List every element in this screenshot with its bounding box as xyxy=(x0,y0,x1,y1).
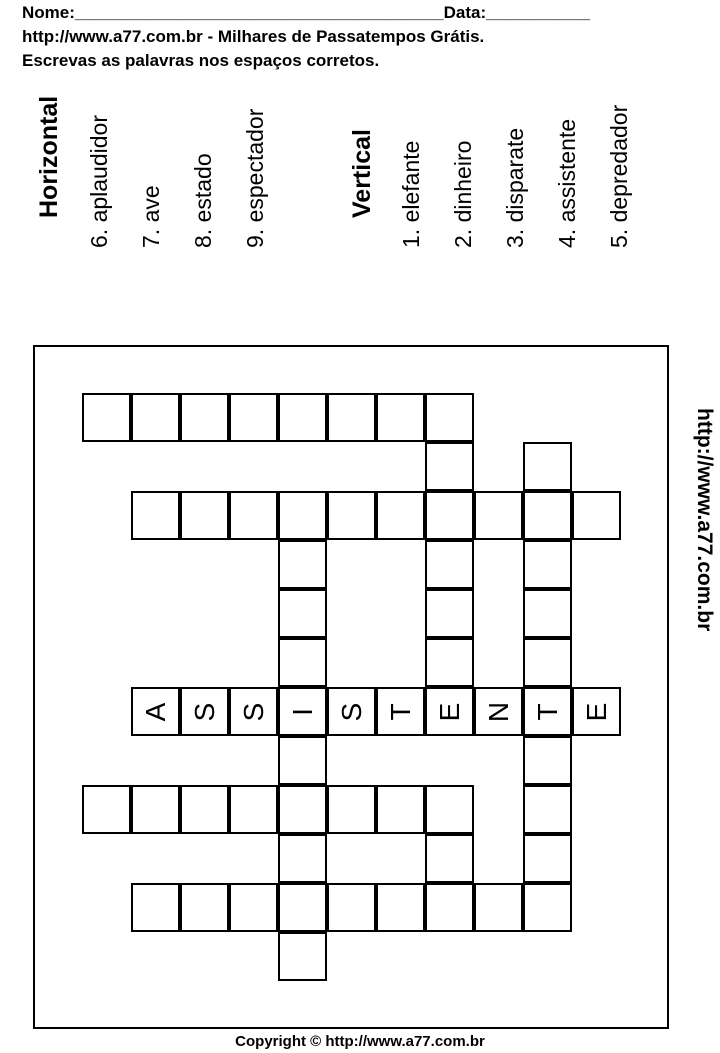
grid-cell[interactable] xyxy=(229,883,278,932)
vertical-clue-4: 4. assistente xyxy=(554,118,580,248)
grid-letter: E xyxy=(580,702,612,721)
grid-letter: T xyxy=(384,702,416,721)
grid-cell[interactable] xyxy=(425,883,474,932)
horizontal-clue-6: 6. aplaudidor xyxy=(86,115,112,248)
grid-cell[interactable] xyxy=(474,687,523,736)
grid-cell[interactable] xyxy=(327,883,376,932)
grid-cell[interactable] xyxy=(474,883,523,932)
grid-letter: S xyxy=(188,702,220,721)
horizontal-title: Horizontal xyxy=(35,95,63,218)
site-line: http://www.a77.com.br - Milhares de Passatempos Grátis. xyxy=(22,27,485,46)
grid-cell[interactable] xyxy=(278,932,327,981)
grid-cell[interactable] xyxy=(131,785,180,834)
grid-cell[interactable] xyxy=(327,393,376,442)
grid-cell[interactable] xyxy=(523,540,572,589)
grid-letter: I xyxy=(286,707,318,716)
grid-cell[interactable] xyxy=(229,785,278,834)
grid-cell[interactable] xyxy=(278,834,327,883)
grid-cell[interactable] xyxy=(376,491,425,540)
copyright: Copyright © http://www.a77.com.br xyxy=(235,1033,485,1050)
grid-letter: T xyxy=(531,702,563,721)
grid-cell[interactable] xyxy=(180,785,229,834)
grid-cell[interactable] xyxy=(523,785,572,834)
grid-cell[interactable] xyxy=(327,687,376,736)
grid-cell[interactable] xyxy=(376,883,425,932)
grid-cell[interactable] xyxy=(425,540,474,589)
grid-cell[interactable] xyxy=(131,393,180,442)
grid-cell[interactable] xyxy=(425,687,474,736)
grid-cell[interactable] xyxy=(523,736,572,785)
grid-cell[interactable] xyxy=(278,491,327,540)
grid-cell[interactable] xyxy=(523,883,572,932)
side-url: http://www.a77.com.br xyxy=(693,408,716,632)
grid-letter: N xyxy=(482,701,514,722)
grid-letter: A xyxy=(139,702,171,721)
grid-cell[interactable] xyxy=(425,638,474,687)
grid-cell[interactable] xyxy=(425,393,474,442)
grid-cell[interactable] xyxy=(278,540,327,589)
grid-cell[interactable] xyxy=(523,687,572,736)
vertical-clue-1: 1. elefante xyxy=(398,140,424,248)
grid-cell[interactable] xyxy=(425,442,474,491)
grid-cell[interactable] xyxy=(327,785,376,834)
vertical-clue-2: 2. dinheiro xyxy=(450,140,476,248)
grid-cell[interactable] xyxy=(425,834,474,883)
grid-cell[interactable] xyxy=(376,393,425,442)
horizontal-clue-7: 7. ave xyxy=(138,185,164,248)
grid-cell[interactable] xyxy=(278,393,327,442)
grid-cell[interactable] xyxy=(278,589,327,638)
grid-cell[interactable] xyxy=(278,638,327,687)
grid-cell[interactable] xyxy=(376,687,425,736)
vertical-title: Vertical xyxy=(348,129,376,218)
grid-letter: S xyxy=(335,702,367,721)
vertical-clue-3: 3. disparate xyxy=(502,127,528,248)
grid-cell[interactable] xyxy=(131,491,180,540)
grid-cell[interactable] xyxy=(523,834,572,883)
grid-cell[interactable] xyxy=(523,442,572,491)
grid-cell[interactable] xyxy=(572,491,621,540)
grid-cell[interactable] xyxy=(278,785,327,834)
grid-letter: S xyxy=(237,702,269,721)
grid-cell[interactable] xyxy=(523,491,572,540)
grid-cell[interactable] xyxy=(180,883,229,932)
grid-cell[interactable] xyxy=(131,883,180,932)
grid-cell[interactable] xyxy=(278,736,327,785)
grid-cell[interactable] xyxy=(180,687,229,736)
grid-cell[interactable] xyxy=(572,687,621,736)
grid-cell[interactable] xyxy=(229,687,278,736)
grid-cell[interactable] xyxy=(82,785,131,834)
name-date-line: Nome:_______________________________________Data:___________ xyxy=(22,3,591,22)
horizontal-clue-9: 9. espectador xyxy=(242,108,268,248)
grid-cell[interactable] xyxy=(327,491,376,540)
grid-cell[interactable] xyxy=(425,785,474,834)
grid-cell[interactable] xyxy=(425,589,474,638)
grid-cell[interactable] xyxy=(82,393,131,442)
grid-cell[interactable] xyxy=(523,589,572,638)
grid-cell[interactable] xyxy=(278,883,327,932)
vertical-clue-5: 5. depredador xyxy=(606,104,632,248)
grid-cell[interactable] xyxy=(180,491,229,540)
grid-cell[interactable] xyxy=(229,393,278,442)
instructions: Escrevas as palavras nos espaços corretos. xyxy=(22,51,380,70)
grid-cell[interactable] xyxy=(474,491,523,540)
grid-cell[interactable] xyxy=(229,491,278,540)
grid-cell[interactable] xyxy=(425,491,474,540)
grid-cell[interactable] xyxy=(131,687,180,736)
grid-cell[interactable] xyxy=(523,638,572,687)
grid-cell[interactable] xyxy=(180,393,229,442)
grid-letter: E xyxy=(433,702,465,721)
grid-cell[interactable] xyxy=(278,687,327,736)
horizontal-clue-8: 8. estado xyxy=(190,153,216,248)
grid-cell[interactable] xyxy=(376,785,425,834)
